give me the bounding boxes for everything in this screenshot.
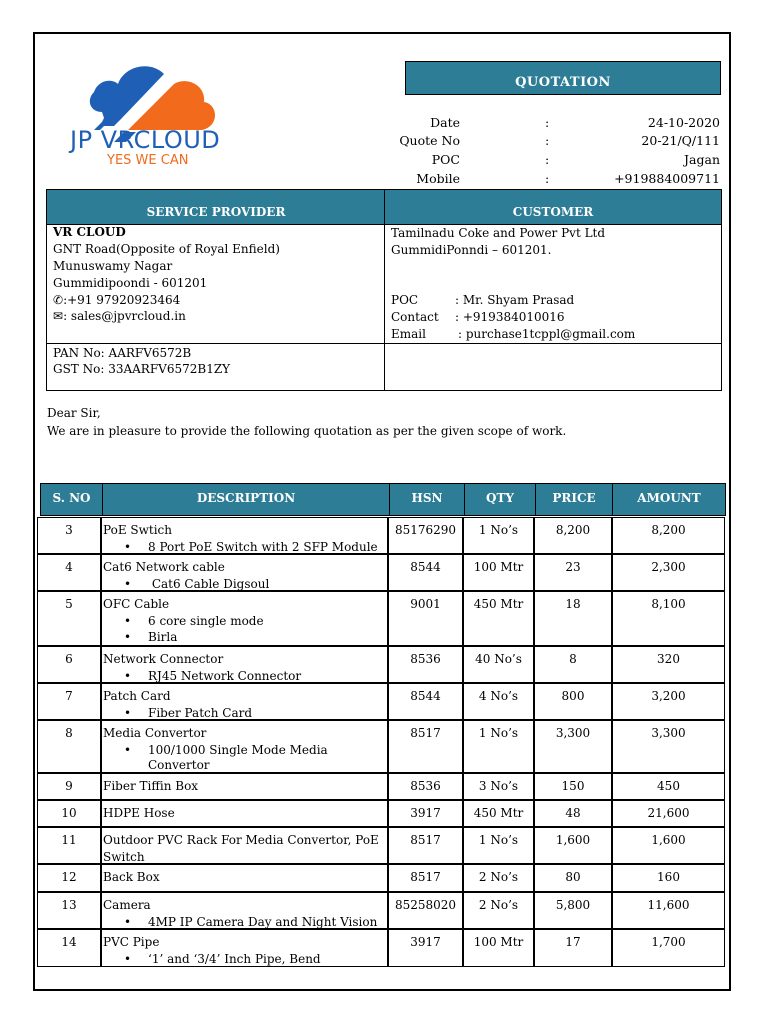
- bullet-icon: •: [124, 915, 132, 929]
- item-detail: [124, 915, 377, 929]
- cell-sno: [37, 646, 101, 683]
- cell-value: 40 No’s: [475, 652, 522, 666]
- cell-value: 48: [565, 806, 581, 820]
- cell-desc: [101, 929, 388, 967]
- cell-hsn: [388, 800, 463, 827]
- cell-value: 13: [61, 898, 77, 912]
- cell-amount: [612, 591, 725, 646]
- bullet-icon: •: [124, 630, 132, 644]
- cell-value: 85176290: [394, 523, 457, 537]
- meta-separator: :: [545, 115, 550, 130]
- cell-value: 8544: [410, 689, 441, 703]
- cell-value: 1 No’s: [478, 523, 519, 537]
- cell-qty: [463, 773, 534, 800]
- meta-label: POC: [431, 152, 460, 167]
- cell-price: [534, 929, 612, 967]
- cell-desc: [101, 892, 388, 929]
- cell-qty: [463, 683, 534, 720]
- meta-row: [380, 152, 720, 171]
- item-name: OFC Cable: [103, 597, 170, 611]
- meta-value: Jagan: [684, 152, 720, 167]
- customer-poc-value: : Mr. Shyam Prasad: [455, 293, 575, 307]
- cell-value: 150: [561, 779, 585, 793]
- cell-value: 9001: [410, 597, 441, 611]
- cell-value: 3 No’s: [478, 779, 519, 793]
- cell-amount: [612, 929, 725, 967]
- provider-phone-value: :+91 97920923464: [63, 293, 181, 307]
- cell-value: 1 No’s: [478, 833, 519, 847]
- meta-value: 24-10-2020: [647, 115, 720, 130]
- cell-value: 100 Mtr: [473, 935, 524, 949]
- cell-desc: [101, 864, 388, 892]
- cell-price: [534, 864, 612, 892]
- item-name: Patch Card: [103, 689, 171, 703]
- item-detail: [124, 614, 264, 628]
- table-row: [0, 929, 768, 967]
- cell-amount: [612, 646, 725, 683]
- cell-hsn: [388, 929, 463, 967]
- customer-email-value: : purchase1tcppl@gmail.com: [458, 327, 636, 341]
- cell-desc: [101, 517, 388, 554]
- service-provider-heading: SERVICE PROVIDER: [47, 190, 385, 224]
- provider-pan: PAN No: AARFV6572B: [53, 346, 192, 360]
- customer-address: GummidiPonndi – 601201.: [391, 243, 552, 257]
- cell-value: 9: [65, 779, 73, 793]
- cell-sno: [37, 683, 101, 720]
- cell-sno: [37, 517, 101, 554]
- header-price: PRICE: [536, 484, 613, 515]
- item-detail: [124, 669, 301, 683]
- provider-gst: GST No: 33AARFV6572B1ZY: [53, 362, 231, 376]
- cell-desc: [101, 827, 388, 864]
- cell-hsn: [388, 591, 463, 646]
- table-row: [0, 683, 768, 720]
- table-row: [0, 827, 768, 864]
- bullet-icon: •: [124, 669, 132, 683]
- item-detail-text: RJ45 Network Connector: [148, 669, 302, 683]
- cell-value: 8,200: [651, 523, 686, 537]
- cell-hsn: [388, 517, 463, 554]
- cell-value: 3,300: [555, 726, 591, 740]
- cell-value: 4 No’s: [478, 689, 519, 703]
- item-detail-text: ‘1’ and ‘3/4’ Inch Pipe, Bend: [148, 952, 321, 966]
- meta-row: [380, 115, 720, 134]
- item-name-continued: Switch: [103, 850, 145, 864]
- heading-divider: [47, 224, 721, 225]
- meta-row: [380, 171, 720, 190]
- tax-divider: [47, 343, 721, 344]
- item-name: Cat6 Network cable: [103, 560, 225, 574]
- cell-hsn: [388, 773, 463, 800]
- cell-price: [534, 554, 612, 591]
- bullet-icon: •: [124, 952, 132, 966]
- table-row: [0, 800, 768, 827]
- cell-qty: [463, 720, 534, 773]
- cell-sno: [37, 773, 101, 800]
- customer-contact-value: : +919384010016: [455, 310, 565, 324]
- greeting: Dear Sir,: [47, 406, 101, 420]
- cell-price: [534, 720, 612, 773]
- cell-value: 1 No’s: [478, 726, 519, 740]
- cell-desc: [101, 800, 388, 827]
- meta-value: +919884009711: [614, 171, 720, 186]
- item-name: HDPE Hose: [103, 806, 175, 820]
- quotation-title: QUOTATION: [405, 61, 721, 95]
- cell-value: 21,600: [647, 806, 690, 820]
- item-name: Outdoor PVC Rack For Media Convertor, PoE: [103, 833, 379, 847]
- cell-value: 10: [61, 806, 77, 820]
- meta-separator: :: [545, 152, 550, 167]
- cell-value: 2,300: [651, 560, 686, 574]
- cell-value: 18: [565, 597, 581, 611]
- header-sno: S. NO: [41, 484, 103, 515]
- cell-qty: [463, 864, 534, 892]
- meta-separator: :: [545, 133, 550, 148]
- cell-desc: [101, 554, 388, 591]
- header-qty: QTY: [465, 484, 536, 515]
- header-hsn: HSN: [390, 484, 465, 515]
- cell-price: [534, 517, 612, 554]
- item-detail: [124, 706, 252, 720]
- cell-value: 8544: [410, 560, 441, 574]
- meta-value: 20-21/Q/111: [641, 133, 720, 148]
- cell-value: 5,800: [555, 898, 591, 912]
- table-row: [0, 864, 768, 892]
- item-detail: [124, 540, 378, 554]
- cell-value: 8536: [410, 779, 441, 793]
- table-row: [0, 517, 768, 554]
- item-name: Back Box: [103, 870, 160, 884]
- meta-label: Quote No: [399, 133, 460, 148]
- meta-separator: :: [545, 171, 550, 186]
- cell-value: 17: [565, 935, 581, 949]
- cell-value: 160: [657, 870, 680, 884]
- provider-phone: [53, 292, 180, 309]
- cell-value: 8,100: [651, 597, 686, 611]
- cell-value: 11: [61, 833, 77, 847]
- item-detail-text: Cat6 Cable Digsoul: [148, 577, 270, 591]
- provider-email: [53, 308, 186, 325]
- cell-hsn: [388, 683, 463, 720]
- cell-value: 12: [61, 870, 77, 884]
- cell-hsn: [388, 827, 463, 864]
- cell-value: 8536: [410, 652, 441, 666]
- bullet-icon: •: [124, 577, 132, 591]
- cell-amount: [612, 892, 725, 929]
- cell-qty: [463, 517, 534, 554]
- provider-customer-box: [46, 189, 722, 391]
- item-name: Network Connector: [103, 652, 224, 666]
- table-row: [0, 554, 768, 591]
- header-amount: AMOUNT: [637, 491, 701, 505]
- bullet-icon: •: [124, 706, 132, 720]
- logo-name: JP VRCLOUD: [70, 126, 221, 154]
- cell-value: 80: [565, 870, 581, 884]
- item-detail: [124, 577, 269, 591]
- logo-tagline: YES WE CAN: [107, 153, 189, 168]
- cell-price: [534, 591, 612, 646]
- cell-price: [534, 827, 612, 864]
- item-detail-text: Fiber Patch Card: [148, 706, 253, 720]
- item-name: PVC Pipe: [103, 935, 160, 949]
- cell-amount: [612, 864, 725, 892]
- cell-qty: [463, 800, 534, 827]
- cell-value: 1,700: [651, 935, 686, 949]
- cell-hsn: [388, 892, 463, 929]
- item-detail-text: Convertor: [148, 758, 210, 772]
- cell-hsn: [388, 554, 463, 591]
- meta-label: Mobile: [416, 171, 460, 186]
- cell-desc: [101, 773, 388, 800]
- cell-value: 2 No’s: [478, 898, 519, 912]
- table-row: [0, 591, 768, 646]
- column-divider: [384, 190, 385, 390]
- cell-amount: [612, 554, 725, 591]
- cell-hsn: [388, 864, 463, 892]
- meta-label: Date: [430, 115, 460, 130]
- cell-amount: [612, 683, 725, 720]
- item-detail-text: 100/1000 Single Mode Media: [148, 743, 328, 757]
- cell-qty: [463, 827, 534, 864]
- cell-value: 450 Mtr: [473, 597, 524, 611]
- item-detail-text: 4MP IP Camera Day and Night Vision: [148, 915, 378, 929]
- cell-value: 8517: [410, 726, 441, 740]
- cell-value: 7: [65, 689, 73, 703]
- cell-price: [534, 800, 612, 827]
- cell-value: 100 Mtr: [473, 560, 524, 574]
- cell-value: 1,600: [651, 833, 686, 847]
- cell-value: 8,200: [555, 523, 591, 537]
- cell-price: [534, 646, 612, 683]
- item-detail: [148, 758, 210, 772]
- customer-poc-label: POC: [391, 293, 419, 307]
- cell-value: 450: [657, 779, 680, 793]
- item-detail-text: 8 Port PoE Switch with 2 SFP Module: [148, 540, 378, 554]
- cell-value: 85258020: [394, 898, 457, 912]
- provider-address-1: GNT Road(Opposite of Royal Enfield): [53, 242, 280, 256]
- cell-sno: [37, 554, 101, 591]
- cell-value: 23: [565, 560, 581, 574]
- cell-value: 14: [61, 935, 77, 949]
- cell-price: [534, 773, 612, 800]
- bullet-icon: •: [124, 614, 132, 628]
- item-name: Fiber Tiffin Box: [103, 779, 199, 793]
- cell-sno: [37, 591, 101, 646]
- provider-name: VR CLOUD: [53, 225, 126, 239]
- cell-desc: [101, 683, 388, 720]
- cell-sno: [37, 892, 101, 929]
- cell-value: 320: [657, 652, 680, 666]
- item-detail-text: Birla: [148, 630, 178, 644]
- cell-sno: [37, 800, 101, 827]
- cell-amount: [612, 773, 725, 800]
- customer-heading: CUSTOMER: [385, 190, 721, 224]
- provider-email-value: : sales@jpvrcloud.in: [63, 309, 186, 323]
- cell-sno: [37, 864, 101, 892]
- meta-row: [380, 133, 720, 152]
- cell-sno: [37, 827, 101, 864]
- customer-email-label: Email: [391, 327, 426, 341]
- cell-value: 3917: [410, 806, 441, 820]
- customer-contact-label: Contact: [391, 310, 439, 324]
- cell-price: [534, 683, 612, 720]
- cell-hsn: [388, 646, 463, 683]
- cell-value: 11,600: [647, 898, 690, 912]
- cell-desc: [101, 720, 388, 773]
- provider-address-2: Munuswamy Nagar: [53, 259, 173, 273]
- item-name: Media Convertor: [103, 726, 207, 740]
- cell-value: 800: [561, 689, 585, 703]
- cell-value: 3,300: [651, 726, 686, 740]
- table-row: [0, 892, 768, 929]
- cell-value: 450 Mtr: [473, 806, 524, 820]
- cell-hsn: [388, 720, 463, 773]
- cell-sno: [37, 720, 101, 773]
- cell-value: 8: [65, 726, 73, 740]
- header-description: DESCRIPTION: [103, 484, 390, 515]
- cell-qty: [463, 646, 534, 683]
- cell-price: [534, 892, 612, 929]
- table-header: [40, 483, 726, 516]
- cell-value: 4: [65, 560, 73, 574]
- bullet-icon: •: [124, 743, 132, 757]
- cell-value: 6: [65, 652, 73, 666]
- phone-icon: ✆: [53, 293, 64, 307]
- item-detail: [124, 952, 321, 966]
- item-detail: [124, 630, 177, 644]
- table-row: [0, 773, 768, 800]
- cell-amount: [612, 517, 725, 554]
- cell-value: 3,200: [651, 689, 686, 703]
- cell-value: 5: [65, 597, 73, 611]
- cell-desc: [101, 646, 388, 683]
- cell-sno: [37, 929, 101, 967]
- cell-amount: [612, 827, 725, 864]
- cell-value: 1,600: [555, 833, 591, 847]
- cell-qty: [463, 929, 534, 967]
- item-name: PoE Swtich: [103, 523, 172, 537]
- item-name: Camera: [103, 898, 151, 912]
- cell-desc: [101, 591, 388, 646]
- table-row: [0, 646, 768, 683]
- cell-amount: [612, 720, 725, 773]
- cell-value: 3: [65, 523, 73, 537]
- customer-name: Tamilnadu Coke and Power Pvt Ltd: [391, 226, 606, 240]
- cell-amount: [612, 800, 725, 827]
- cell-value: 8517: [410, 833, 441, 847]
- cell-value: 8517: [410, 870, 441, 884]
- cell-value: 3917: [410, 935, 441, 949]
- cell-qty: [463, 554, 534, 591]
- cell-value: 2 No’s: [478, 870, 519, 884]
- cell-value: 8: [569, 652, 577, 666]
- item-detail: [124, 743, 328, 757]
- table-row: [0, 720, 768, 773]
- item-detail-text: 6 core single mode: [148, 614, 264, 628]
- bullet-icon: •: [124, 540, 132, 554]
- provider-address-3: Gummidipoondi - 601201: [53, 276, 208, 290]
- cell-qty: [463, 591, 534, 646]
- letter-body: We are in pleasure to provide the following quotation as per the given scope of work.: [47, 424, 567, 438]
- mail-icon: ✉: [53, 309, 64, 323]
- cell-qty: [463, 892, 534, 929]
